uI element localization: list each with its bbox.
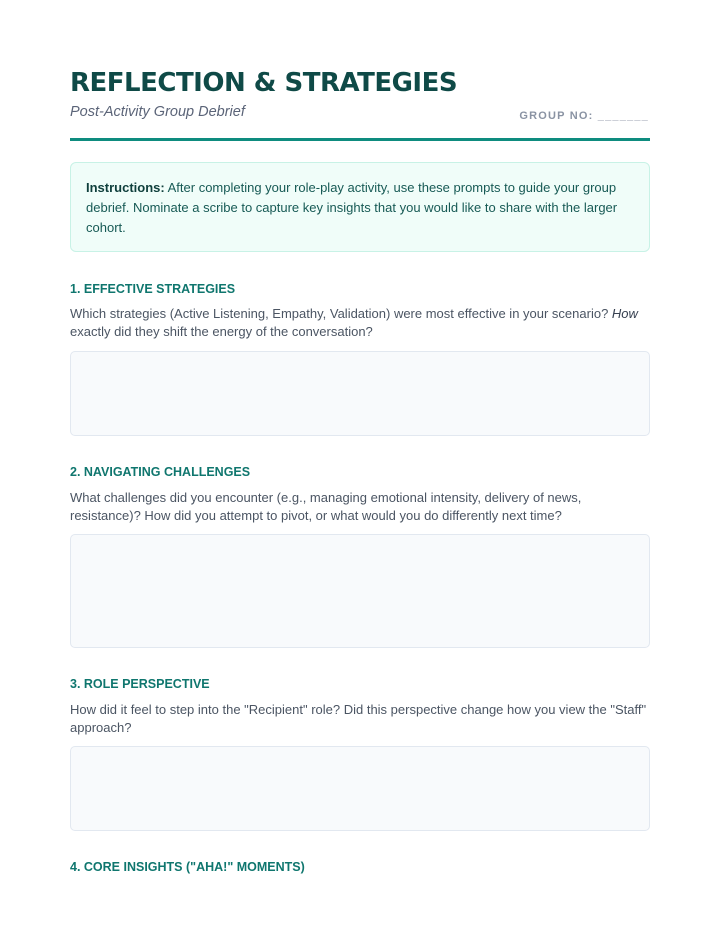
- section-prompt-role-perspective: How did it feel to step into the "Recipient" role? Did this perspective change how you view the "Staff" approach?: [70, 702, 647, 735]
- instructions-text: After completing your role-play activity, use these prompts to guide your group debrief. Nominate a scribe to capture key insights that you would like to share with the larger cohort.: [86, 180, 618, 235]
- instructions-box: [70, 162, 650, 252]
- prompt-text-tail: exactly did they shift the energy of the conversation?: [70, 324, 373, 339]
- answer-box-role-perspective[interactable]: [70, 746, 650, 831]
- section-heading-effective-strategies: 1. EFFECTIVE STRATEGIES: [70, 282, 236, 296]
- page-subtitle: Post-Activity Group Debrief: [70, 104, 245, 120]
- page-title: REFLECTION & STRATEGIES: [70, 68, 458, 98]
- group-number-field: GROUP NO: _______: [519, 110, 649, 122]
- section-heading-core-insights: 4. CORE INSIGHTS ("AHA!" MOMENTS): [70, 860, 305, 874]
- header-divider: [70, 138, 650, 141]
- prompt-emphasis: How: [611, 306, 638, 321]
- section-heading-role-perspective: 3. ROLE PERSPECTIVE: [70, 677, 210, 691]
- answer-box-effective-strategies[interactable]: [70, 351, 650, 436]
- prompt-text: Which strategies (Active Listening, Empathy, Validation) were most effective in your scenario?: [70, 306, 612, 321]
- answer-box-navigating-challenges[interactable]: [70, 534, 650, 648]
- section-heading-navigating-challenges: 2. NAVIGATING CHALLENGES: [70, 465, 251, 479]
- instructions-label: Instructions:: [86, 180, 165, 195]
- section-prompt-navigating-challenges: What challenges did you encounter (e.g., managing emotional intensity, delivery of news, resistance)? How did you attempt to pivot, or what would you do differently next time?: [70, 490, 582, 523]
- section-prompt-effective-strategies: [70, 305, 650, 341]
